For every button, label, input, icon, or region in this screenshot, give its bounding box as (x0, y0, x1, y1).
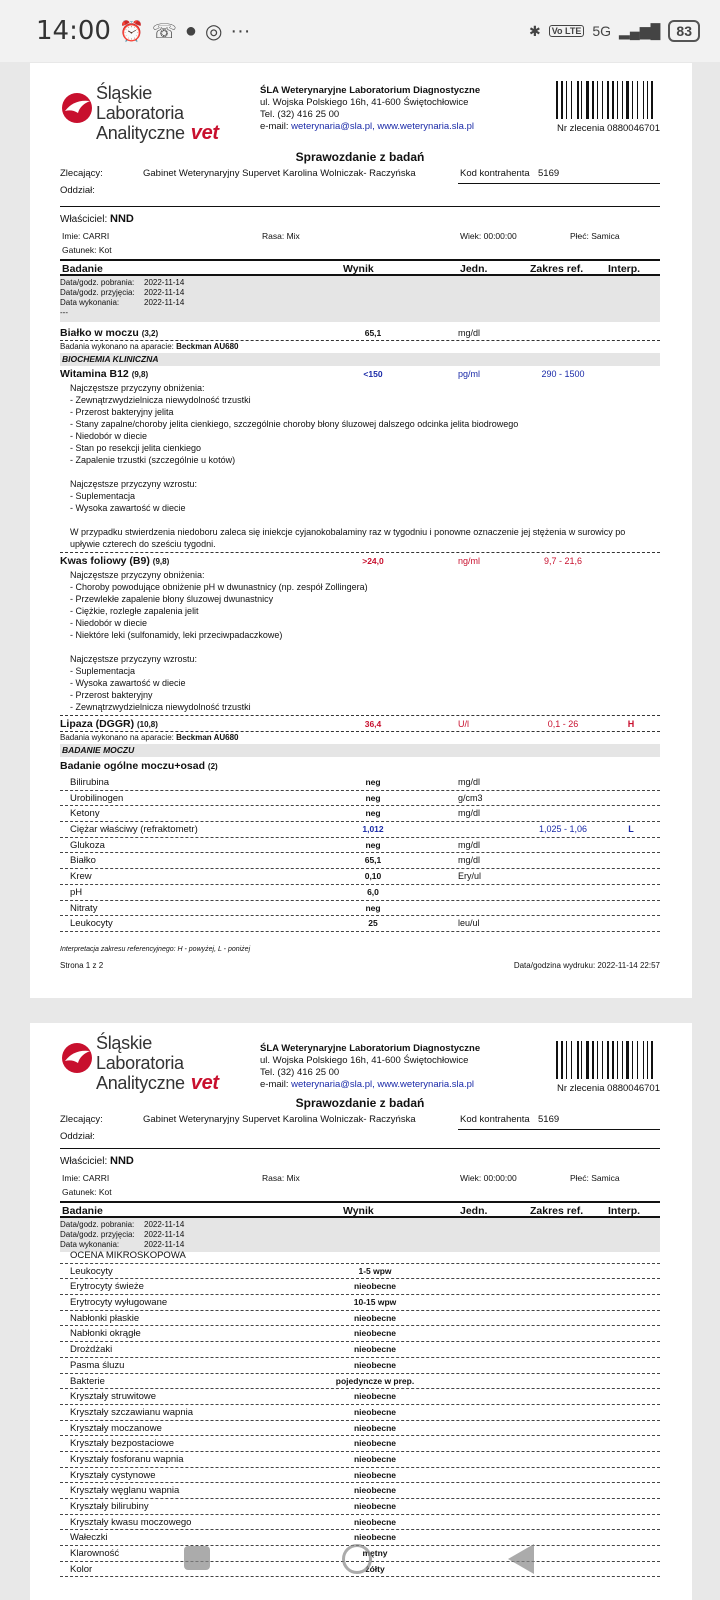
email-label: e-mail: (260, 1079, 292, 1090)
test-unit: pg/ml (458, 369, 481, 379)
row-interp: L (628, 824, 634, 835)
col-badanie: Badanie (62, 1205, 103, 1217)
row-value: nieobecne (353, 1281, 397, 1292)
test-value: <150 (363, 369, 383, 379)
test-range: 9,7 - 21,6 (543, 556, 583, 566)
table-row (60, 1405, 660, 1421)
comment-line: Najczęstsze przyczyny wzrostu: (70, 654, 198, 664)
row-name: Kryształy szczawianu wapnia (70, 1406, 194, 1418)
row-unit: mg/dl (458, 839, 481, 850)
test-interp: H (627, 719, 635, 729)
barcode (556, 81, 658, 119)
report-header (60, 63, 660, 145)
owner-label: Właściciel: (60, 214, 108, 225)
micro-title: OCENA MIKROSKOPOWA (70, 1250, 186, 1261)
table-row (60, 853, 660, 869)
row-name: Kryształy cystynowe (70, 1469, 156, 1481)
row-name: Kryształy bilirubiny (70, 1501, 149, 1512)
comment-line: upływie czterech do sześciu tygodni. (70, 539, 216, 549)
interp-note: Interpretacja zakresu referencyjnego: H - powyżej, L - poniżej (60, 945, 251, 953)
col-jedn: Jedn. (460, 1205, 488, 1217)
kod-label: Kod kontrahenta (460, 1114, 530, 1125)
patient-species: Gatunek: Kot (62, 1187, 112, 1197)
comment-line: Najczęstsze przyczyny wzrostu: (70, 479, 198, 489)
row-unit: mg/dl (458, 777, 481, 787)
row-range: 1,025 - 1,06 (538, 824, 588, 835)
meta-label: Data wykonania: (60, 1240, 120, 1249)
owner-label: Właściciel: (60, 1156, 108, 1167)
lab-logo (60, 83, 240, 144)
row-name: Leukocyty (70, 1265, 113, 1277)
comment-line: - Przerost bakteryjny jelita (70, 407, 174, 417)
row-value: neg (365, 902, 381, 913)
comment-line: - Przewlekłe zapalenie błony śluzowej dwunastnicy (70, 594, 274, 604)
recent-apps-button[interactable] (184, 1546, 210, 1570)
meta-value: 2022-11-14 (144, 1240, 185, 1249)
row-value: pojedyncze w prep. (335, 1375, 415, 1386)
patient-breed: Rasa: Mix (262, 231, 300, 241)
test-name: Witamina B12 (60, 368, 129, 380)
col-wynik: Wynik (343, 1205, 374, 1217)
table-row (60, 869, 660, 885)
instagram-icon: ◎ (204, 20, 223, 43)
report-header (60, 1023, 660, 1094)
row-name: Pasma śluzu (70, 1359, 125, 1371)
comment-line: - Niektóre leki (sulfonamidy, leki przeciwpadaczkowe) (70, 630, 283, 640)
comment-line: W przypadku stwierdzenia niedoboru zaleca się iniekcje cyjanokobalaminy raz w tygodniu i ponowne oznaczenie jej stężenia w surowicy po (70, 527, 626, 537)
lab-info (260, 1043, 480, 1091)
order-number: Nr zlecenia 0880046701 (557, 123, 660, 134)
test-value: 36,4 (364, 719, 382, 729)
zlecajacy-value: Gabinet Weterynaryjny Supervet Karolina Wolniczak- Raczyńska (143, 1114, 416, 1125)
logo-line1: Śląskie Laboratoria (96, 83, 184, 123)
test-row-lipaza (60, 716, 660, 732)
mocz-code: (2) (207, 762, 218, 771)
oddzial-label: Oddział: (60, 1131, 95, 1142)
test-unit: ng/ml (458, 556, 481, 566)
table-header (60, 259, 660, 276)
comment-line: Najczęstsze przyczyny obniżenia: (70, 570, 205, 580)
test-row-bialko (60, 325, 660, 341)
row-name: Kryształy struwitowe (70, 1391, 157, 1403)
table-row (60, 1421, 660, 1437)
lab-name: ŚLA Weterynaryjne Laboratorium Diagnostyczne (260, 1043, 481, 1054)
row-name: Leukocyty (70, 918, 113, 930)
table-row (60, 1483, 660, 1499)
signal-icon: ▂▄▆█ (619, 22, 661, 39)
row-value: neg (365, 808, 381, 819)
kod-value: 5169 (538, 168, 560, 179)
row-name: Erytrocyty wyługowane (70, 1297, 168, 1309)
row-name: Bakterie (70, 1375, 105, 1387)
logo-line1: Śląskie Laboratoria (96, 1033, 184, 1073)
meta-value: 2022-11-14 (144, 1220, 185, 1229)
row-value: nieobecne (353, 1359, 397, 1370)
volte-badge: Vo LTE (549, 25, 585, 37)
row-name: Białko (70, 855, 96, 867)
bluetooth-icon: ✱ (528, 22, 541, 39)
status-time: 14:00 (36, 16, 111, 46)
comment-line: - Wysoka zawartość w diecie (70, 503, 186, 513)
row-name: Kryształy moczanowe (70, 1422, 162, 1434)
lab-email-link[interactable]: weterynaria@sla.pl, www.weterynaria.sla.pl (291, 121, 474, 132)
patient-age: Wiek: 00:00:00 (460, 231, 517, 241)
comment-line: - Wysoka zawartość w diecie (70, 678, 186, 688)
meta-label: Data/godz. przyjęcia: (60, 288, 135, 297)
table-row (60, 1452, 660, 1468)
comment-line: - Stany zapalne/choroby jelita cienkiego, szczególnie choroby błony śluzowej dalszego odcinka jelita biodrowego (70, 419, 519, 429)
row-name: Klarowność (70, 1548, 120, 1560)
row-value: nieobecne (353, 1453, 397, 1464)
row-name: Glukoza (70, 839, 105, 851)
row-value: 65,1 (364, 855, 382, 866)
test-code: (3,2) (141, 329, 159, 338)
barcode (556, 1041, 658, 1079)
lab-address: ul. Wojska Polskiego 16h, 41-600 Świętochłowice (260, 1055, 469, 1066)
mocz-header (60, 757, 660, 775)
table-row (60, 806, 660, 822)
row-name: pH (70, 886, 83, 898)
test-unit: mg/dl (458, 328, 481, 338)
row-value: nieobecne (353, 1532, 397, 1543)
meta-value: 2022-11-14 (144, 278, 185, 287)
table-row (60, 775, 660, 791)
comment-line: - Choroby powodujące obniżenie pH w dwunastnicy (np. zespół Zollingera) (70, 582, 368, 592)
owner-value: NND (110, 1155, 134, 1167)
comment-line: - Przerost bakteryjny (70, 690, 153, 700)
patient-sex: Płeć: Samica (570, 1173, 620, 1183)
meta-label: Data/godz. przyjęcia: (60, 1230, 135, 1239)
logo-bird-icon (60, 91, 94, 125)
row-value: 10-15 wpw (353, 1297, 397, 1308)
report-title: Sprawozdanie z badań (295, 1096, 425, 1110)
aparat-value: Beckman AU680 (176, 342, 239, 351)
row-value: neg (365, 777, 381, 787)
report-title: Sprawozdanie z badań (295, 150, 425, 164)
row-value: żółty (365, 1563, 385, 1574)
comment-line: Najczęstsze przyczyny obniżenia: (70, 383, 205, 393)
test-name: Lipaza (DGGR) (60, 718, 135, 730)
row-value: nieobecne (353, 1328, 397, 1339)
col-badanie: Badanie (62, 263, 103, 275)
row-name: Erytrocyty świeże (70, 1281, 144, 1293)
row-name: Drożdżaki (70, 1344, 113, 1356)
row-value: nieobecne (353, 1391, 397, 1402)
table-row (60, 901, 660, 917)
patient-name: Imie: CARRI (62, 1173, 110, 1183)
row-name: Kryształy bezpostaciowe (70, 1438, 175, 1450)
row-value: nieobecne (353, 1516, 397, 1527)
row-name: Kolor (70, 1563, 93, 1575)
row-name: Kryształy fosforanu wapnia (70, 1453, 184, 1465)
row-value: nieobecne (353, 1344, 397, 1355)
table-header (60, 1201, 660, 1218)
col-zakres: Zakres ref. (530, 263, 584, 275)
col-interp: Interp. (608, 1205, 641, 1217)
meta-value: 2022-11-14 (144, 288, 185, 297)
row-value: 25 (368, 918, 378, 929)
test-range: 290 - 1500 (541, 369, 585, 379)
mocz-title: Badanie ogólne moczu+osad (60, 760, 205, 772)
zlecajacy-label: Zlecający: (60, 1114, 103, 1125)
row-value: nieobecne (353, 1422, 397, 1433)
comment-line: - Stan po resekcji jelita cienkiego (70, 443, 202, 453)
row-value: nieobecne (353, 1438, 397, 1449)
row-value: 1,012 (362, 824, 384, 835)
row-name: Ciężar właściwy (refraktometr) (70, 824, 198, 836)
test-row-b12 (60, 366, 660, 382)
patient-sex: Płeć: Samica (570, 231, 620, 241)
back-button[interactable] (508, 1544, 534, 1574)
home-button[interactable] (342, 1544, 372, 1574)
table-row (60, 791, 660, 807)
row-name: Ketony (70, 808, 100, 820)
aparat-value: Beckman AU680 (176, 733, 239, 742)
lab-phone: Tel. (32) 416 25 00 (260, 1067, 340, 1078)
status-right (529, 20, 700, 42)
row-name: Nabłonki okrągłe (70, 1328, 141, 1340)
row-name: Bilirubina (70, 777, 110, 788)
navigation-bar (0, 1500, 720, 1600)
patient-breed: Rasa: Mix (262, 1173, 300, 1183)
comment-line: - Niedobór w diecie (70, 618, 148, 628)
row-value: mętny (362, 1548, 388, 1559)
mocz-table (60, 775, 660, 932)
lab-info (260, 85, 480, 133)
meta-value: 2022-11-14 (144, 1230, 185, 1239)
page-number: Strona 1 z 2 (60, 960, 104, 970)
owner-value: NND (110, 213, 134, 225)
meta-block (60, 1218, 660, 1252)
row-name: Krew (70, 871, 92, 883)
table-row (60, 822, 660, 838)
section-biochem: BIOCHEMIA KLINICZNA (60, 353, 660, 366)
table-row (60, 1342, 660, 1358)
meta-value: 2022-11-14 (144, 298, 185, 307)
b9-comment (60, 569, 660, 716)
meta-block (60, 276, 660, 322)
row-unit: mg/dl (458, 808, 481, 819)
table-row (60, 1311, 660, 1327)
table-row (60, 916, 660, 932)
col-interp: Interp. (608, 263, 641, 275)
lab-logo (60, 1033, 240, 1094)
row-value: nieobecne (353, 1501, 397, 1511)
meta-label: Data/godz. pobrania: (60, 278, 135, 287)
report-page-1 (30, 63, 692, 998)
logo-vet: vet (190, 1072, 219, 1094)
row-value: 1-5 wpw (358, 1265, 392, 1276)
test-range: 0,1 - 26 (547, 719, 579, 729)
test-code: (9,8) (131, 370, 149, 379)
comment-line: - Zewnątrzwydzielnicza niewydolność trzustki (70, 702, 251, 712)
test-code: (9,8) (152, 557, 170, 566)
row-name: Urobilinogen (70, 792, 124, 804)
aparat-label: Badania wykonano na aparacie: (60, 342, 174, 351)
aparat-label: Badania wykonano na aparacie: (60, 733, 174, 742)
table-row (60, 1389, 660, 1405)
comment-line: - Zapalenie trzustki (szczególnie u kotów) (70, 455, 236, 465)
row-name: Nabłonki płaskie (70, 1312, 140, 1324)
row-unit: Ery/ul (458, 871, 482, 882)
table-row (60, 1326, 660, 1342)
row-unit: mg/dl (458, 855, 481, 866)
battery-indicator: 83 (668, 20, 700, 42)
comment-line (70, 466, 660, 478)
col-jedn: Jedn. (460, 263, 488, 275)
section-mocz: BADANIE MOCZU (60, 744, 660, 757)
row-name: Wałeczki (70, 1532, 108, 1544)
table-row (60, 1264, 660, 1280)
row-value: neg (365, 839, 381, 850)
comment-line: - Zewnątrzwydzielnicza niewydolność trzustki (70, 395, 251, 405)
more-notifications-icon: ··· (230, 19, 251, 42)
test-code: (10,8) (137, 720, 158, 729)
b12-comment (60, 382, 660, 553)
oddzial-label: Oddział: (60, 185, 95, 196)
kod-value: 5169 (538, 1114, 560, 1125)
test-value: >24,0 (362, 556, 384, 566)
row-value: nieobecne (353, 1469, 397, 1480)
row-name: Kryształy kwasu moczowego (70, 1516, 192, 1528)
alarm-icon: ⏰ (118, 20, 144, 43)
lab-address: ul. Wojska Polskiego 16h, 41-600 Świętochłowice (260, 97, 469, 108)
network-type: 5G (592, 23, 612, 39)
lab-name: ŚLA Weterynaryjne Laboratorium Diagnostyczne (260, 85, 481, 96)
comment-line: - Suplementacja (70, 491, 136, 501)
micro-title-row (60, 1248, 660, 1264)
row-value: nieobecne (353, 1406, 397, 1417)
patient-species: Gatunek: Kot (62, 245, 112, 255)
table-row (60, 885, 660, 901)
logo-bird-icon (60, 1041, 94, 1075)
meta-label: Data/godz. pobrania: (60, 1220, 135, 1229)
table-row (60, 1279, 660, 1295)
test-row-b9 (60, 553, 660, 569)
zlecajacy-value: Gabinet Weterynaryjny Supervet Karolina Wolniczak- Raczyńska (143, 168, 416, 179)
email-label: e-mail: (260, 121, 292, 132)
kod-label: Kod kontrahenta (460, 168, 530, 179)
row-value: 6,0 (367, 886, 379, 897)
logo-line2: Analityczne (96, 1073, 185, 1093)
lab-phone: Tel. (32) 416 25 00 (260, 109, 340, 120)
row-name: Kryształy węglanu wapnia (70, 1485, 180, 1497)
patient-age: Wiek: 00:00:00 (460, 1173, 517, 1183)
table-row (60, 1436, 660, 1452)
comment-line (70, 514, 660, 526)
table-row (60, 1468, 660, 1484)
zlecajacy-label: Zlecający: (60, 168, 103, 179)
test-name: Białko w moczu (60, 327, 139, 339)
table-row (60, 838, 660, 854)
row-unit: leu/ul (458, 918, 480, 929)
row-value: neg (365, 792, 381, 803)
row-unit: g/cm3 (458, 792, 483, 803)
vpn-icon: ● (184, 19, 197, 42)
col-zakres: Zakres ref. (530, 1205, 584, 1217)
missed-call-icon: ☏ (151, 20, 177, 43)
comment-line: - Ciężkie, rozległe zapalenia jelit (70, 606, 199, 616)
meta-dashes: --- (60, 308, 68, 317)
table-row (60, 1295, 660, 1311)
test-name: Kwas foliowy (B9) (60, 555, 150, 567)
row-value: nieobecne (353, 1485, 397, 1496)
meta-label: Data wykonania: (60, 298, 120, 307)
comment-line: - Niedobór w diecie (70, 431, 148, 441)
patient-name: Imie: CARRI (62, 231, 110, 241)
table-row (60, 1374, 660, 1390)
status-bar (0, 0, 720, 62)
order-number: Nr zlecenia 0880046701 (557, 1083, 660, 1094)
comment-line: - Suplementacja (70, 666, 136, 676)
lab-email-link[interactable]: weterynaria@sla.pl, www.weterynaria.sla.pl (291, 1079, 474, 1090)
test-value: 65,1 (364, 328, 382, 338)
col-wynik: Wynik (343, 263, 374, 275)
test-unit: U/l (458, 719, 469, 729)
table-row (60, 1358, 660, 1374)
logo-line2: Analityczne (96, 123, 185, 143)
print-date: Data/godzina wydruku: 2022-11-14 22:57 (513, 960, 660, 970)
logo-vet: vet (190, 122, 219, 144)
comment-line (70, 641, 660, 653)
row-name: Nitraty (70, 902, 98, 914)
row-value: 0,10 (364, 871, 382, 882)
row-value: nieobecne (353, 1312, 397, 1323)
